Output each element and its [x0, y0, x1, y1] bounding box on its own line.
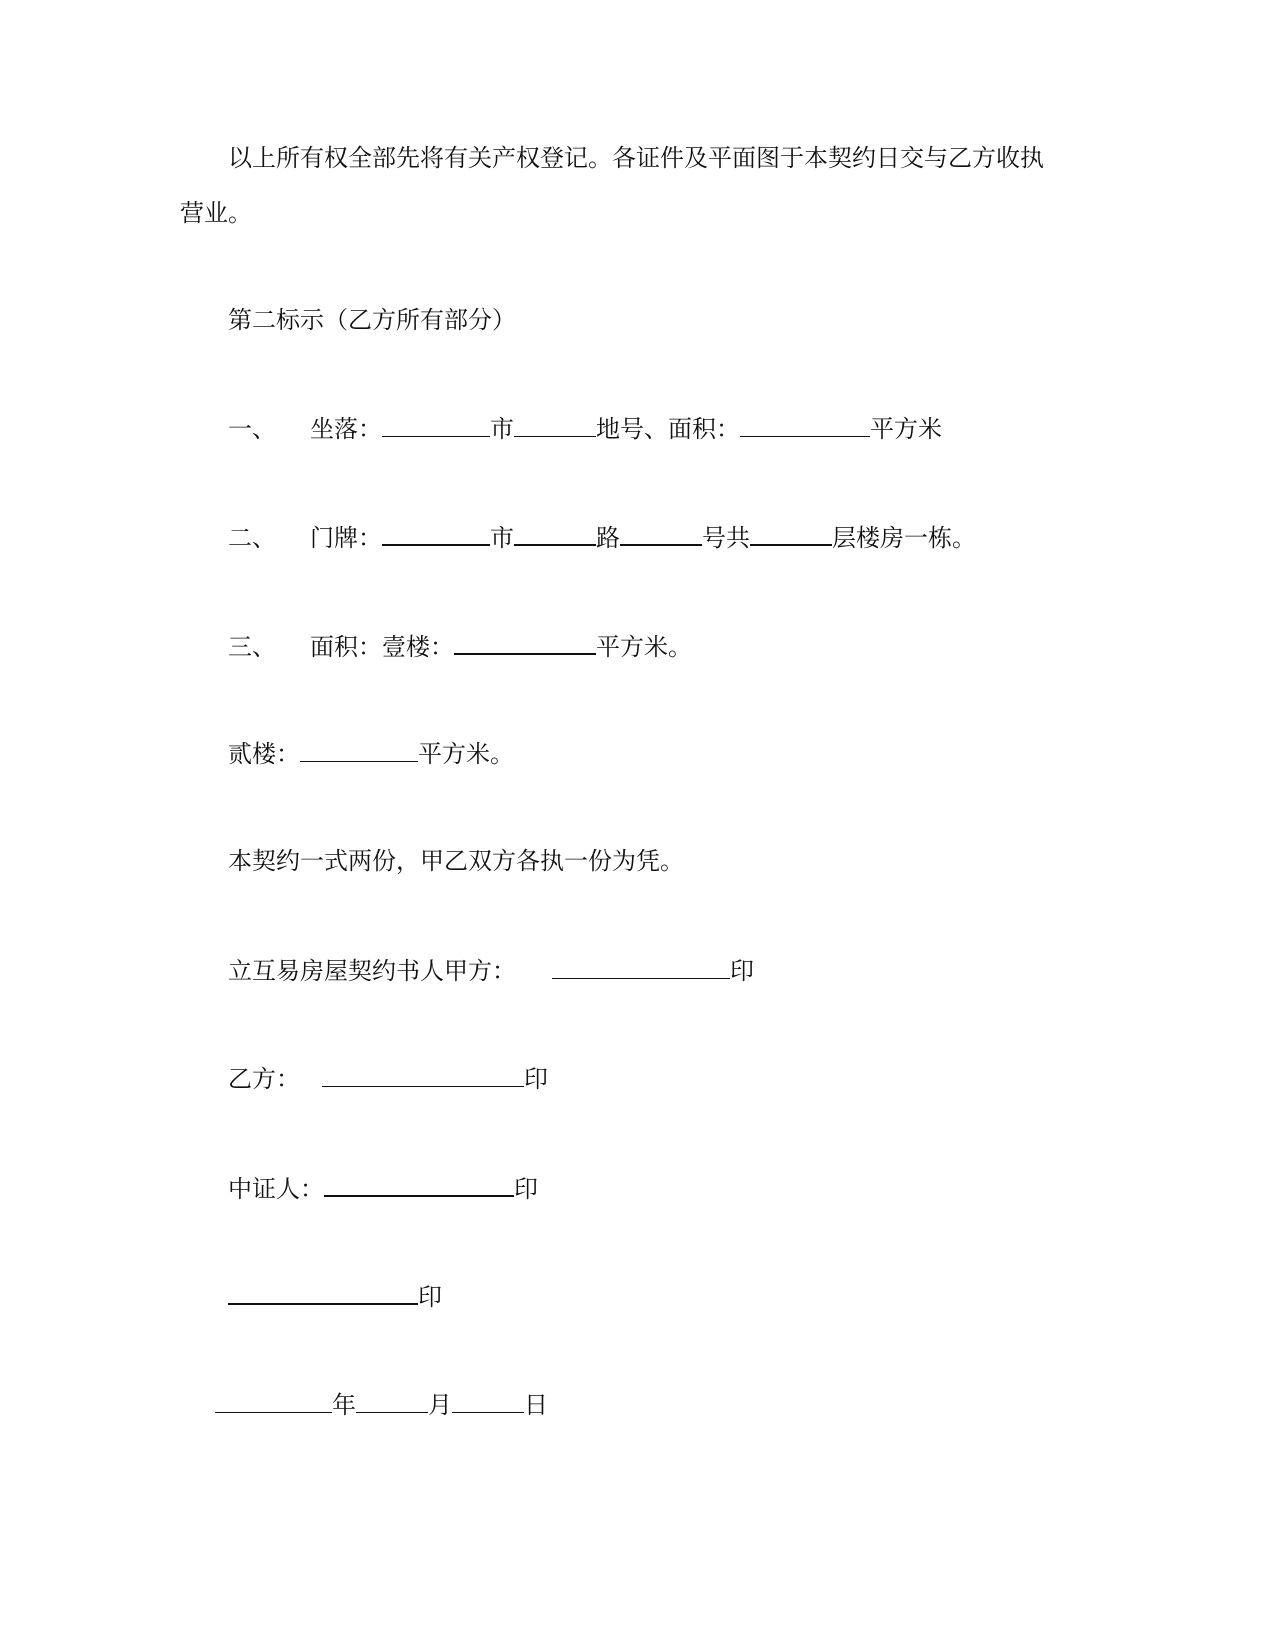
day-field[interactable] [452, 1388, 524, 1413]
date-line [215, 1388, 548, 1421]
month-label: 月 [428, 1391, 452, 1419]
seal-mark: 印 [514, 1175, 538, 1203]
paragraph-line-2: 营业。 [180, 199, 252, 227]
signature-line[interactable] [322, 1062, 524, 1087]
copies-statement: 本契约一式两份，甲乙双方各执一份为凭。 [228, 847, 684, 875]
text-unit: 平方米 [870, 415, 942, 443]
text-number: 号共 [702, 524, 750, 552]
witness-label: 中证人： [228, 1175, 324, 1203]
blank-field[interactable] [620, 520, 702, 546]
blank-field[interactable] [514, 520, 596, 546]
text-city: 市 [490, 524, 514, 552]
party-b-label: 乙方： [228, 1065, 300, 1093]
seal-mark: 印 [524, 1065, 548, 1093]
text-floors: 层楼房一栋。 [832, 524, 976, 552]
text-unit: 平方米。 [418, 740, 514, 768]
extra-signature [228, 1279, 442, 1313]
blank-field[interactable] [750, 520, 832, 546]
signature-line[interactable] [552, 954, 730, 979]
blank-field[interactable] [382, 520, 490, 546]
seal-mark: 印 [730, 957, 754, 985]
blank-field[interactable] [740, 412, 870, 437]
item-label: 坐落： [310, 415, 382, 443]
blank-field[interactable] [382, 412, 490, 437]
blank-field[interactable] [514, 412, 596, 437]
item-location [228, 412, 942, 445]
month-field[interactable] [356, 1388, 428, 1413]
item-number: 一、 [228, 415, 276, 443]
paragraph-line-1: 以上所有权全部先将有关产权登记。各证件及平面图于本契约日交与乙方收执 [228, 144, 1044, 172]
year-field[interactable] [215, 1388, 332, 1413]
text-lot-area: 地号、面积： [596, 415, 740, 443]
item-label: 门牌： [310, 524, 382, 552]
blank-field[interactable] [300, 737, 418, 762]
text-road: 路 [596, 524, 620, 552]
item-number: 二、 [228, 524, 276, 552]
witness-signature [228, 1171, 538, 1205]
item-label: 面积：壹楼： [310, 633, 454, 661]
text-unit: 平方米。 [596, 633, 692, 661]
signature-line[interactable] [228, 1279, 418, 1305]
blank-field[interactable] [454, 629, 596, 655]
item-area [228, 629, 692, 663]
item-address [228, 520, 976, 554]
item-number: 三、 [228, 633, 276, 661]
section-title: 第二标示（乙方所有部分） [228, 306, 516, 334]
floor-label: 贰楼： [228, 740, 300, 768]
party-a-label: 立互易房屋契约书人甲方： [228, 957, 516, 985]
signature-line[interactable] [324, 1171, 514, 1197]
party-a-signature [228, 954, 754, 987]
second-floor-area [228, 737, 514, 770]
text-city: 市 [490, 415, 514, 443]
party-b-signature [228, 1062, 548, 1095]
day-label: 日 [524, 1391, 548, 1419]
year-label: 年 [332, 1391, 356, 1419]
seal-mark: 印 [418, 1283, 442, 1311]
